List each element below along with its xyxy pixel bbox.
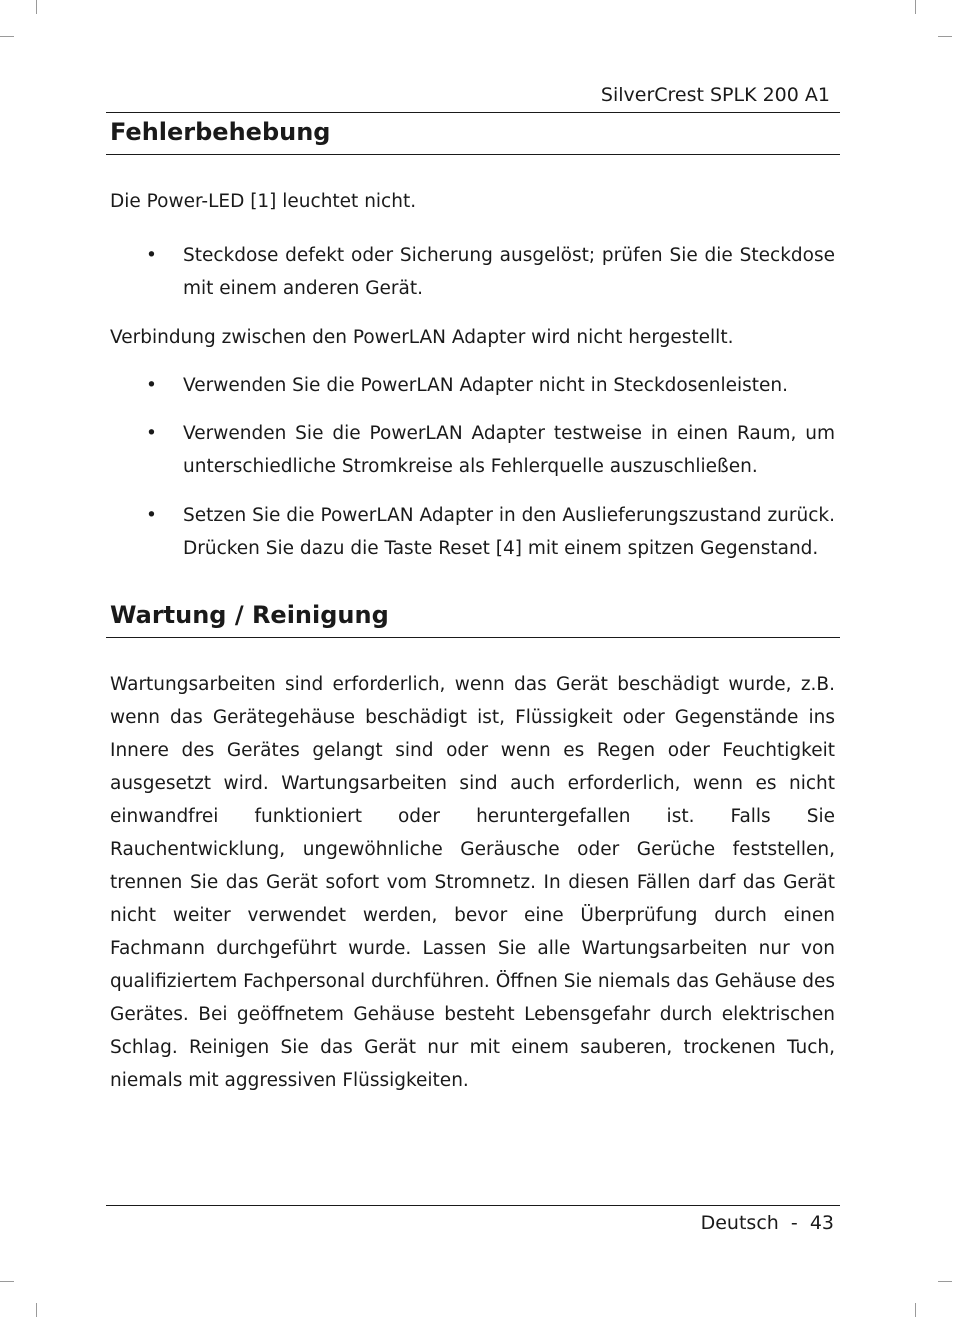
footer-rule xyxy=(106,1205,840,1206)
bullet-icon: • xyxy=(146,375,157,396)
crop-mark xyxy=(915,0,916,14)
maintenance-body: Wartungsarbeiten sind erforderlich, wenn das Gerät beschädigt wurde, z.B. wenn das Gerätegehäuse beschädigt ist, Flüssigkeit oder Gegenstände ins Innere des Gerätes gelangt sind oder wenn es Regen oder Feuchtigkeit ausgesetzt wird. Wartungsarbeiten sind auch erforderlich, wenn es nicht einwandfrei funktioniert oder heruntergefallen ist. Falls Sie Rauchentwicklung, ungewöhnliche Geräusche oder Gerüche feststellen, trennen Sie das Gerät sofort vom Stromnetz. In diesen Fällen darf das Gerät nicht weiter verwendet werden, bevor eine Überprüfung durch einen Fachmann durchgeführt wurde. Lassen Sie alle Wartungsarbeiten nur von qualifiziertem Fachpersonal durchführen. Öffnen Sie niemals das Gehäuse des Gerätes. Bei geöffnetem Gehäuse besteht Lebensgefahr durch elektrischen Schlag. Reinigen Sie das Gerät nur mit einem sauberen, trockenen Tuch, niemals mit aggressiven Flüssigkeiten. xyxy=(110,674,835,1091)
crop-mark xyxy=(36,0,37,14)
crop-mark xyxy=(0,1281,14,1282)
footer-page-label: Deutsch - 43 xyxy=(700,1212,834,1234)
header-product-name: SilverCrest SPLK 200 A1 xyxy=(600,84,830,106)
list-item-text: Steckdose defekt oder Sicherung ausgelöst; prüfen Sie die Steckdose mit einem anderen Gerät. xyxy=(183,245,835,299)
list-item xyxy=(146,369,835,402)
list-item-text: Verwenden Sie die PowerLAN Adapter testweise in einen Raum, um unterschiedliche Stromkreise als Fehlerquelle auszuschließen. xyxy=(183,423,835,477)
header-rule xyxy=(106,112,840,113)
section-title-maintenance: Wartung / Reinigung xyxy=(110,601,389,629)
list-item-text: Verwenden Sie die PowerLAN Adapter nicht in Steckdosenleisten. xyxy=(183,375,789,396)
bullet-icon: • xyxy=(146,505,157,526)
section-rule xyxy=(106,637,840,638)
bullet-icon: • xyxy=(146,423,157,444)
crop-mark xyxy=(938,36,952,37)
bullet-icon: • xyxy=(146,245,157,266)
section-rule xyxy=(106,154,840,155)
list-item xyxy=(146,239,835,305)
list-item xyxy=(146,417,835,483)
problem-statement: Die Power-LED [1] leuchtet nicht. xyxy=(110,191,417,212)
crop-mark xyxy=(0,36,14,37)
problem-statement: Verbindung zwischen den PowerLAN Adapter wird nicht hergestellt. xyxy=(110,327,734,348)
crop-mark xyxy=(36,1303,37,1317)
list-item xyxy=(146,499,835,565)
list-item-text: Setzen Sie die PowerLAN Adapter in den Auslieferungszustand zurück. Drücken Sie dazu die Taste Reset [4] mit einem spitzen Gegenstand. xyxy=(183,505,835,559)
section-title-troubleshooting: Fehlerbehebung xyxy=(110,118,331,146)
crop-mark xyxy=(915,1303,916,1317)
crop-mark xyxy=(938,1281,952,1282)
